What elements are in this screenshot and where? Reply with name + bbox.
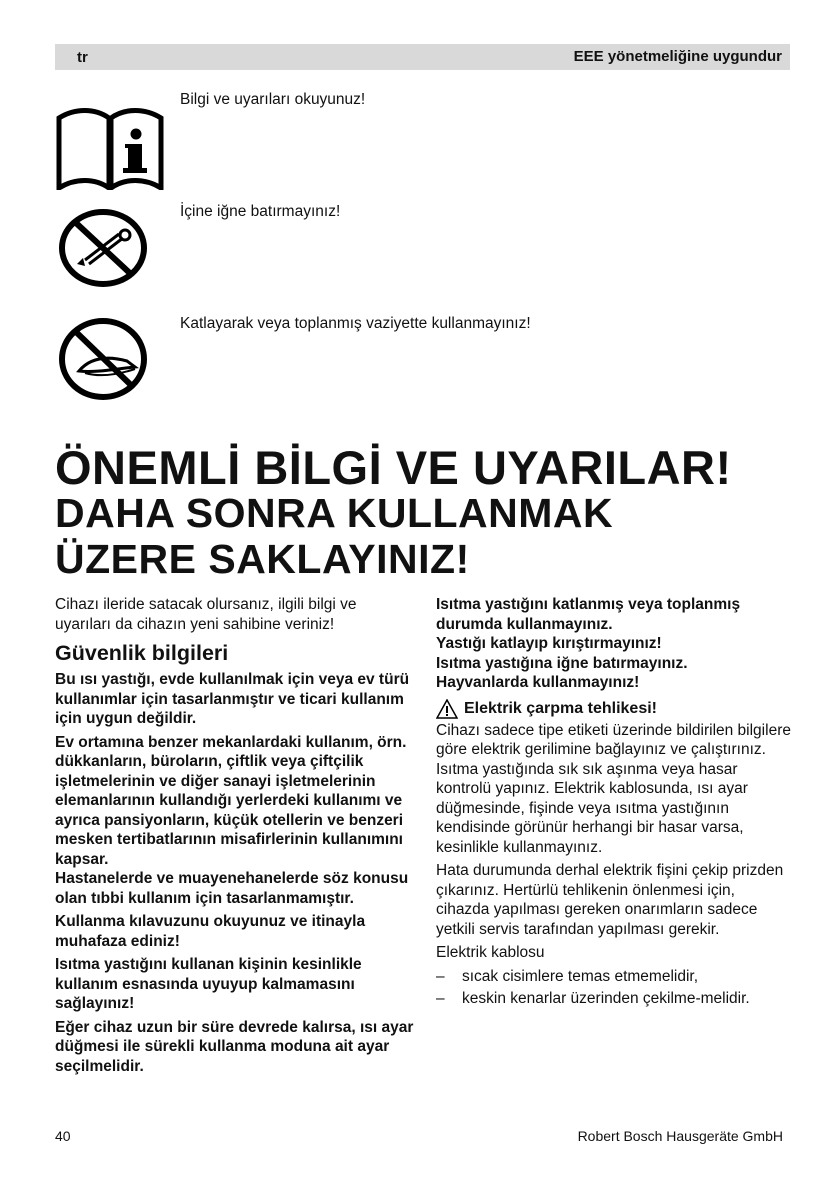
symbol-text-read: Bilgi ve uyarıları okuyunuz! — [180, 91, 366, 108]
warning-heading-text: Elektrik çarpma tehlikesi! — [464, 699, 657, 717]
safety-paragraph-3: Hastanelerde ve muayenehanelerde söz konusu olan tıbbi kullanım için tasarlanmamıştır. — [55, 870, 409, 907]
list-item — [436, 989, 791, 1009]
dash-bullet: – — [436, 990, 445, 1007]
subtitle-line-2: ÜZERE SAKLAYINIZ! — [55, 536, 470, 582]
electric-warning-heading — [436, 699, 791, 719]
warning-triangle-icon — [436, 699, 458, 719]
page-number: 40 — [55, 1128, 71, 1144]
electric-paragraph-1: Cihazı sadece tipe etiketi üzerinde bildirilen bilgilere göre elektrik gerilimine bağlayınız ve çalıştırınız. Isıtma yastığında sık sık aşınma veya hasar kontrolü yapınız. Elektrik kablosunda, ısı ayar düğmesinde, fişinde veya ısıtma yastığının kendisinde görünür herhangi bir hasar varsa, kesinlikle kullanmayınız. — [436, 721, 791, 856]
electric-paragraph-2: Hata durumunda derhal elektrik fişini çekip prizden çıkarınız. Hertürlü tehlikenin önlenmesi için, cihazda yapılması gereken onarımların sadece yetkili servis tarafından yapılması gerekir. — [436, 862, 784, 938]
symbol-text-needle: İçine iğne batırmayınız! — [180, 203, 341, 220]
cable-intro: Elektrik kablosu — [436, 944, 545, 961]
bold-warning-3: Isıtma yastığına iğne batırmayınız. — [436, 654, 688, 672]
no-needle-icon — [55, 208, 155, 295]
safety-paragraph-2: Ev ortamına benzer mekanlardaki kullanım, örn. dükkanların, büroların, çiftlik veya çiftçilik işletmelerinin ve diğer sanayi işletmelerinin elemanlarının kullandığı yerlerdeki kullanımı ve ayrıca pansiyonların, küçük otellerin ve benzeri mesken tertibatlarının misafirlerinin kullanımını kapsar. — [55, 733, 407, 868]
language-code: tr — [77, 49, 88, 66]
dash-bullet: – — [436, 967, 445, 985]
list-item-text: sıcak cisimlere temas etmemelidir, — [462, 967, 699, 985]
list-item-text: keskin kenarlar üzerinden çekilme-melidir. — [462, 990, 750, 1007]
safety-paragraph-1: Bu ısı yastığı, evde kullanılmak için veya ev türü kullanımlar için tasarlanmıştır ve ticari kullanım için uygun değildir. — [55, 671, 410, 727]
manual-info-icon — [55, 104, 165, 195]
header-bar — [55, 44, 790, 70]
list-item — [436, 967, 791, 987]
header-title: EEE yönetmeliğine uygundur — [573, 48, 782, 65]
safety-paragraph-5: Isıtma yastığını kullanan kişinin kesinlikle kullanım esnasında uyuyup kalmamasını sağlayınız! — [55, 956, 362, 1012]
left-column — [55, 595, 415, 1080]
section-heading: Güvenlik bilgileri — [55, 641, 229, 665]
bold-warning-2: Yastığı katlayıp kırıştırmayınız! — [436, 635, 662, 652]
symbol-text-fold: Katlayarak veya toplanmış vaziyette kullanmayınız! — [180, 315, 531, 332]
intro-text: Cihazı ileride satacak olursanız, ilgili bilgi ve uyarıları da cihazın yeni sahibine veriniz! — [55, 596, 357, 633]
bold-warning-4: Hayvanlarda kullanmayınız! — [436, 674, 640, 691]
safety-paragraph-6: Eğer cihaz uzun bir süre devrede kalırsa, ısı ayar düğmesi ile sürekli kullanma moduna ait ayar seçilmelidir. — [55, 1018, 414, 1075]
safety-paragraph-4: Kullanma kılavuzunu okuyunuz ve itinayla muhafaza ediniz! — [55, 913, 366, 950]
bold-warning-1: Isıtma yastığını katlanmış veya toplanmış durumda kullanmayınız. — [436, 596, 741, 633]
no-fold-icon — [55, 315, 155, 406]
main-title: ÖNEMLİ BİLGİ VE UYARILAR! — [55, 441, 732, 494]
right-column — [436, 595, 791, 1012]
subtitle-line-1: DAHA SONRA KULLANMAK — [55, 490, 614, 536]
company-name: Robert Bosch Hausgeräte GmbH — [577, 1128, 783, 1144]
